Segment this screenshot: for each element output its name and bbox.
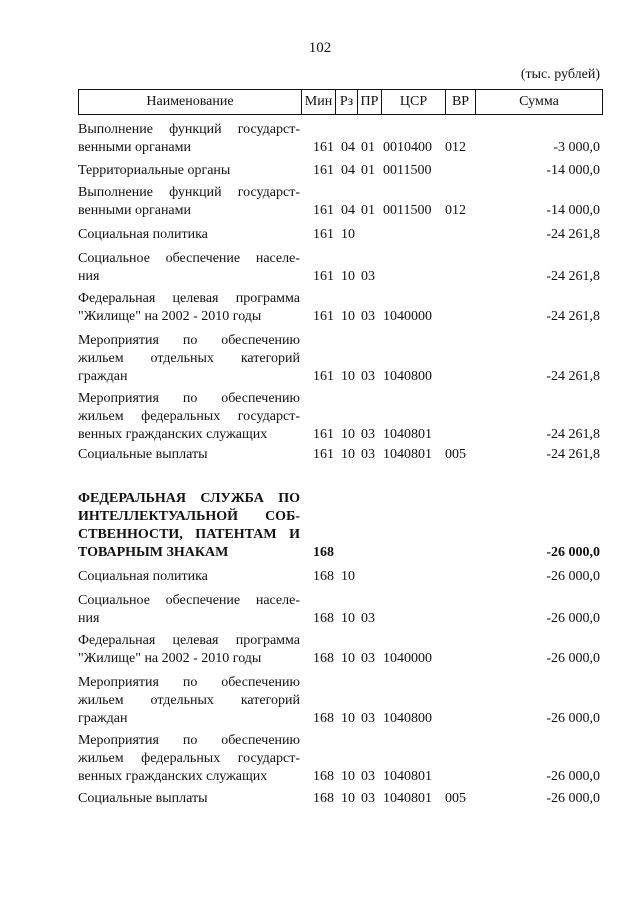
- row-min: 168: [313, 791, 334, 806]
- row-name-line: Федеральная целевая программа: [78, 633, 300, 648]
- row-pr: 03: [361, 711, 375, 726]
- row-name-line: Мероприятия по обеспечению: [78, 675, 300, 690]
- row-sum: -24 261,8: [546, 309, 600, 324]
- row-name-line: "Жилище" на 2002 - 2010 годы: [78, 651, 262, 666]
- row-name: [78, 162, 300, 180]
- row-csr: 1040801: [383, 427, 432, 442]
- table-row: [78, 390, 600, 444]
- row-min: 161: [313, 269, 334, 284]
- row-name: [78, 732, 300, 786]
- row-csr: 0011500: [383, 203, 432, 218]
- row-name-line: граждан: [78, 711, 128, 726]
- row-sum: -26 000,0: [546, 545, 600, 560]
- row-name: [78, 121, 300, 157]
- row-sum: -26 000,0: [546, 611, 600, 626]
- table-row: [78, 226, 600, 244]
- row-pr: 03: [361, 369, 375, 384]
- row-min: 168: [313, 611, 334, 626]
- row-name: [78, 226, 300, 244]
- row-name-line: Социальная политика: [78, 227, 208, 242]
- table-row: [78, 790, 600, 808]
- row-name-line: венных гражданских служащих: [78, 769, 268, 784]
- row-sum: -26 000,0: [546, 711, 600, 726]
- row-name-line: ния: [78, 269, 100, 284]
- header-name: Наименование: [146, 94, 234, 109]
- row-min: 161: [313, 447, 334, 462]
- row-name: [78, 790, 300, 808]
- row-rz: 10: [341, 427, 355, 442]
- table-row: [78, 674, 600, 728]
- row-sum: -24 261,8: [546, 227, 600, 242]
- row-csr: 1040800: [383, 711, 432, 726]
- row-sum: -24 261,8: [546, 269, 600, 284]
- table-row: [78, 490, 600, 562]
- row-name-line: ния: [78, 611, 100, 626]
- row-sum: -26 000,0: [546, 651, 600, 666]
- row-vr: 012: [445, 140, 466, 155]
- row-codes: [313, 226, 475, 244]
- row-sum: -24 261,8: [546, 427, 600, 442]
- row-name-line: жильем отдельных категорий: [78, 351, 300, 366]
- row-min: 168: [313, 711, 334, 726]
- row-name: [78, 250, 300, 286]
- row-pr: 01: [361, 163, 375, 178]
- row-sum: -14 000,0: [546, 163, 600, 178]
- row-csr: 1040801: [383, 769, 432, 784]
- row-name-line: Федеральная целевая программа: [78, 291, 300, 306]
- table-row: [78, 592, 600, 628]
- row-pr: 03: [361, 447, 375, 462]
- row-sum: -24 261,8: [546, 447, 600, 462]
- row-csr: 0011500: [383, 163, 432, 178]
- row-name-line: Выполнение функций государст-: [78, 122, 300, 137]
- row-rz: 10: [341, 769, 355, 784]
- row-csr: 1040801: [383, 447, 432, 462]
- row-pr: 03: [361, 651, 375, 666]
- row-rz: 10: [341, 227, 355, 242]
- row-name-line: Социальное обеспечение населе-: [78, 251, 300, 266]
- row-vr: 005: [445, 447, 466, 462]
- row-rz: 10: [341, 269, 355, 284]
- row-rz: 10: [341, 447, 355, 462]
- header-pr: ПР: [357, 90, 381, 114]
- row-codes: [313, 790, 475, 808]
- row-codes: [313, 610, 475, 628]
- header-csr: ЦСР: [381, 90, 445, 114]
- row-pr: 03: [361, 611, 375, 626]
- row-name: [78, 184, 300, 220]
- row-name: [78, 490, 300, 562]
- row-pr: 01: [361, 203, 375, 218]
- row-min: 161: [313, 163, 334, 178]
- row-codes: [313, 710, 475, 728]
- row-codes: [313, 268, 475, 286]
- table-row: [78, 632, 600, 668]
- table-row: [78, 732, 600, 786]
- units-label: (тыс. рублей): [520, 67, 600, 82]
- row-name-line: венных гражданских служащих: [78, 427, 268, 442]
- row-name: [78, 632, 300, 668]
- table-row: [78, 250, 600, 286]
- row-name-line: Мероприятия по обеспечению: [78, 391, 300, 406]
- row-rz: 10: [341, 711, 355, 726]
- row-name-line: жильем федеральных государст-: [78, 409, 300, 424]
- row-name-line: ИНТЕЛЛЕКТУАЛЬНОЙ СОБ-: [78, 509, 300, 524]
- row-codes: [313, 368, 475, 386]
- row-codes: [313, 202, 475, 220]
- table-row: [78, 332, 600, 386]
- row-min: 161: [313, 369, 334, 384]
- row-csr: 1040000: [383, 651, 432, 666]
- row-sum: -26 000,0: [546, 769, 600, 784]
- row-codes: [313, 544, 475, 562]
- row-rz: 10: [341, 369, 355, 384]
- row-name-line: Мероприятия по обеспечению: [78, 333, 300, 348]
- row-pr: 03: [361, 769, 375, 784]
- row-rz: 10: [341, 611, 355, 626]
- page-number: 102: [308, 40, 332, 56]
- row-sum: -3 000,0: [553, 140, 600, 155]
- table-row: [78, 568, 600, 586]
- row-name-line: ФЕДЕРАЛЬНАЯ СЛУЖБА ПО: [78, 491, 300, 506]
- row-name-line: Выполнение функций государст-: [78, 185, 300, 200]
- row-name-line: ТОВАРНЫМ ЗНАКАМ: [78, 545, 229, 560]
- row-rz: 10: [341, 651, 355, 666]
- row-codes: [313, 446, 475, 464]
- row-codes: [313, 139, 475, 157]
- row-name-line: Социальные выплаты: [78, 791, 208, 806]
- row-codes: [313, 308, 475, 326]
- row-name-line: венными органами: [78, 140, 191, 155]
- row-codes: [313, 568, 475, 586]
- row-vr: 012: [445, 203, 466, 218]
- row-min: 161: [313, 227, 334, 242]
- row-min: 168: [313, 545, 334, 560]
- row-rz: 04: [341, 163, 355, 178]
- row-csr: 1040000: [383, 309, 432, 324]
- row-codes: [313, 650, 475, 668]
- row-vr: 005: [445, 791, 466, 806]
- row-min: 168: [313, 651, 334, 666]
- row-csr: 1040800: [383, 369, 432, 384]
- row-pr: 03: [361, 269, 375, 284]
- row-pr: 03: [361, 309, 375, 324]
- row-pr: 01: [361, 140, 375, 155]
- row-name-line: СТВЕННОСТИ, ПАТЕНТАМ И: [78, 527, 300, 542]
- row-codes: [313, 768, 475, 786]
- row-name-line: венными органами: [78, 203, 191, 218]
- header-sum: Сумма: [475, 90, 602, 114]
- row-name-line: Территориальные органы: [78, 163, 231, 178]
- row-name-line: жильем отдельных категорий: [78, 693, 300, 708]
- row-rz: 04: [341, 203, 355, 218]
- row-sum: -24 261,8: [546, 369, 600, 384]
- row-sum: -26 000,0: [546, 569, 600, 584]
- table-row: [78, 184, 600, 220]
- row-name: [78, 290, 300, 326]
- row-rz: 10: [341, 309, 355, 324]
- row-name-line: "Жилище" на 2002 - 2010 годы: [78, 309, 262, 324]
- table-row: [78, 121, 600, 157]
- table-row: [78, 290, 600, 326]
- row-rz: 10: [341, 569, 355, 584]
- row-min: 168: [313, 569, 334, 584]
- header-vr: ВР: [445, 90, 475, 114]
- row-csr: 1040801: [383, 791, 432, 806]
- row-name: [78, 446, 300, 464]
- row-rz: 04: [341, 140, 355, 155]
- row-pr: 03: [361, 427, 375, 442]
- row-name: [78, 674, 300, 728]
- row-pr: 03: [361, 791, 375, 806]
- row-min: 161: [313, 427, 334, 442]
- row-min: 161: [313, 309, 334, 324]
- row-name-line: граждан: [78, 369, 128, 384]
- row-name-line: Социальные выплаты: [78, 447, 208, 462]
- row-sum: -26 000,0: [546, 791, 600, 806]
- row-csr: 0010400: [383, 140, 432, 155]
- row-name: [78, 568, 300, 586]
- row-codes: [313, 426, 475, 444]
- header-rz: Рз: [335, 90, 357, 114]
- header-min: Мин: [301, 90, 335, 114]
- row-name-line: Социальная политика: [78, 569, 208, 584]
- row-min: 168: [313, 769, 334, 784]
- row-min: 161: [313, 140, 334, 155]
- row-rz: 10: [341, 791, 355, 806]
- table-row: [78, 162, 600, 180]
- row-sum: -14 000,0: [546, 203, 600, 218]
- row-name: [78, 390, 300, 444]
- row-name: [78, 592, 300, 628]
- row-min: 161: [313, 203, 334, 218]
- row-name-line: Социальное обеспечение населе-: [78, 593, 300, 608]
- row-name-line: Мероприятия по обеспечению: [78, 733, 300, 748]
- table-header: [78, 89, 603, 115]
- row-name-line: жильем федеральных государст-: [78, 751, 300, 766]
- row-codes: [313, 162, 475, 180]
- table-row: [78, 446, 600, 464]
- row-name: [78, 332, 300, 386]
